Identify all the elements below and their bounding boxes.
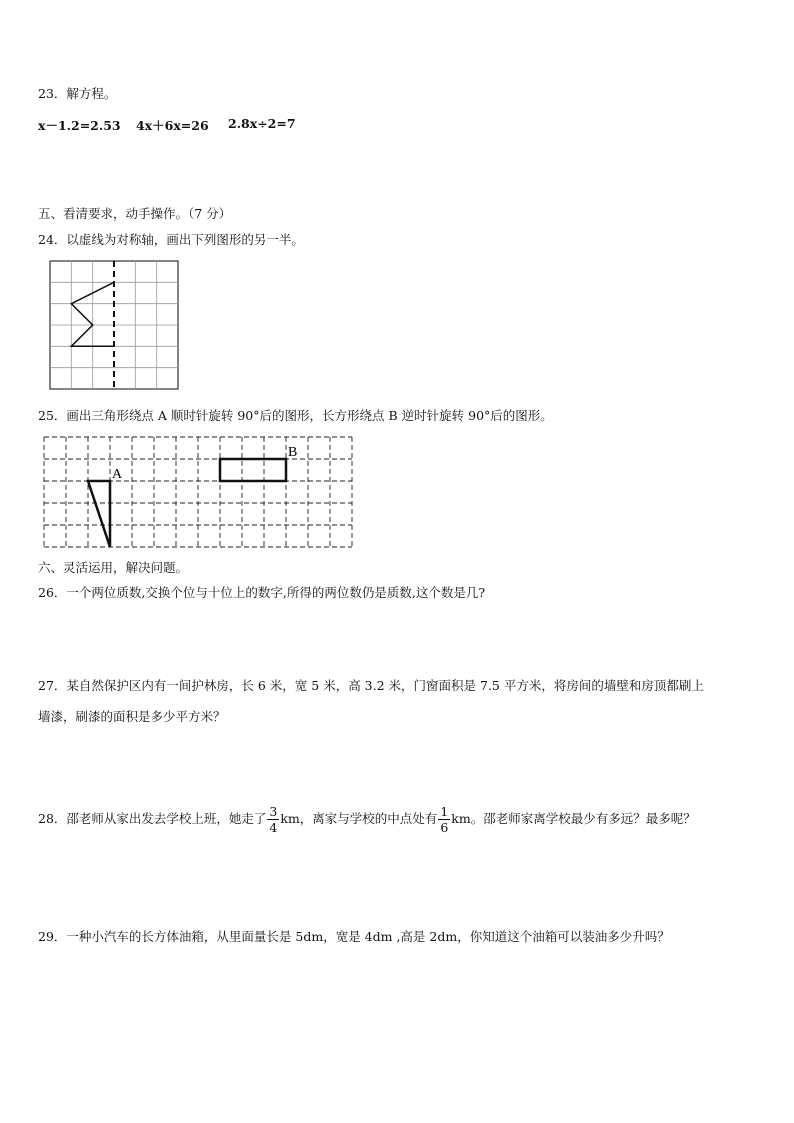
equation-1: x－1.2=2.53	[38, 118, 121, 133]
q28-part1: 28．邵老师从家出发去学校上班，她走了	[38, 811, 267, 826]
equation-3: 2.8x÷2=7	[228, 116, 296, 131]
q28-part2: km，离家与学校的中点处有	[280, 811, 438, 826]
equation-2: 4x＋6x=26	[136, 118, 209, 133]
section5-heading: 五、看清要求，动手操作。（7 分）	[38, 206, 232, 221]
q24-grid-figure	[50, 261, 180, 391]
q28-text	[38, 804, 696, 835]
point-b-label: B	[288, 445, 298, 460]
q28-part3: km。邵老师家离学校最少有多远？最多呢？	[451, 811, 696, 826]
q27-line1: 27．某自然保护区内有一间护林房，长 6 米，宽 5 米，高 3.2 米，门窗面积是 7.5 平方米，将房间的墙壁和房顶都刷上	[38, 678, 704, 693]
point-a-label: A	[112, 467, 123, 482]
q27-line2: 墙漆，刷漆的面积是多少平方米？	[38, 709, 226, 724]
q25-grid-figure	[44, 437, 354, 549]
triangle-shape	[88, 481, 110, 547]
fraction-one-sixth: $\frac{1}{6}$	[440, 804, 449, 835]
rectangle-shape	[220, 459, 286, 481]
q29-text: 29．一种小汽车的长方体油箱，从里面量长是 5dm，宽是 4dm ,高是 2dm，你知道这个油箱可以装油多少升吗？	[38, 929, 670, 944]
q25-text: 25．画出三角形绕点 A 顺时针旋转 90°后的图形，长方形绕点 B 逆时针旋转 90°后的图形。	[38, 408, 553, 423]
section6-heading: 六、灵活运用，解决问题。	[38, 560, 189, 575]
q24-text: 24．以虚线为对称轴，画出下列图形的另一半。	[38, 232, 304, 247]
fraction-three-quarters: $\frac{3}{4}$	[269, 804, 278, 835]
q26-text: 26．一个两位质数,交换个位与十位上的数字,所得的两位数仍是质数,这个数是几?	[38, 585, 486, 600]
q23-title: 23．解方程。	[38, 86, 117, 101]
